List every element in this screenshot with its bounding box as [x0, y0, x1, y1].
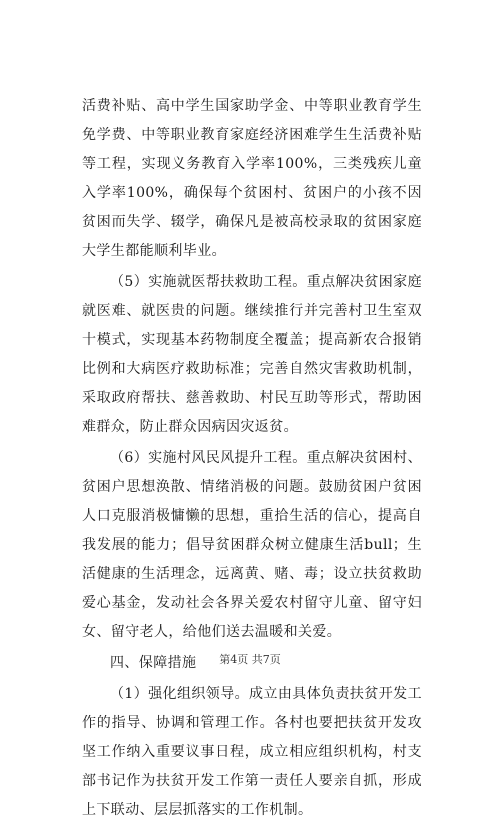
section-heading-safeguards: 四、保障措施 — [110, 655, 197, 671]
paragraph-organization-leadership: （1）强化组织领导。成立由具体负责扶贫开发工作的指导、协调和管理工作。各村也要把扶贫开发攻坚工作纳入重要议事日程，成立相应组织机构，村支部书记作为扶贫开发工作第一责任人要亲自抓，形成上下联动、层层抓落实的工作机制。 — [82, 686, 422, 818]
paragraph-village-culture: （6）实施村风民风提升工程。重点解决贫困村、贫困户思想涣散、情绪消极的问题。鼓励贫困户贫困人口克服消极慵懒的思想，重拾生活的信心，提高自我发展的能力；倡导贫困群众树立健康生活bull；生活健康的生活理念，远离黄、赌、毒；设立扶贫救助爱心基金，发动社会各界关爱农村留守儿童、留守妇女、留守老人，给他们送去温暖和关爱。 — [82, 450, 422, 640]
paragraph-medical-aid: （5）实施就医帮扶救助工程。重点解决贫困家庭就医难、就医贵的问题。继续推行并完善村卫生室双十模式，实现基本药物制度全覆盖；提高新农合报销比例和大病医疗救助标准；完善自然灾害救助机制，采取政府帮扶、慈善救助、村民互助等形式，帮助困难群众，防止群众因病因灾返贫。 — [82, 274, 422, 435]
page-number-footer: 第4页 共7页 — [219, 653, 281, 666]
document-body — [82, 92, 422, 825]
paragraph-education-subsidy: 活费补贴、高中学生国家助学金、中等职业教育学生免学费、中等职业教育家庭经济困难学生生活费补贴等工程，实现义务教育入学率100%，三类残疾儿童入学率100%，确保每个贫困村、贫困户的小孩不因贫困而失学、辍学，确保凡是被高校录取的贫困家庭大学生都能顺利毕业。 — [82, 98, 422, 259]
